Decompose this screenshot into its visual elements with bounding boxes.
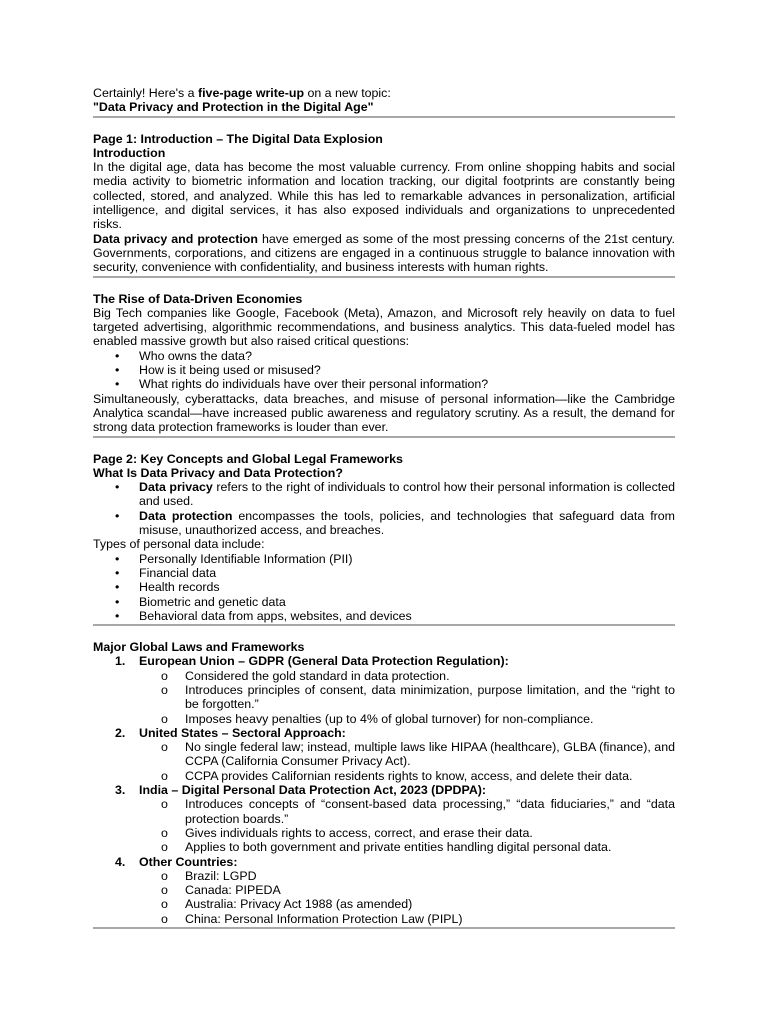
document-title: "Data Privacy and Protection in the Digital Age" <box>93 100 374 115</box>
law-point: o Imposes heavy penalties (up to 4% of global turnover) for non-compliance. <box>161 711 594 726</box>
law-point: o Brazil: LGPD <box>161 868 257 883</box>
circle-bullet-icon: o <box>161 668 168 683</box>
circle-bullet-icon: o <box>161 682 168 697</box>
bullet-icon: • <box>115 551 120 566</box>
law-point: o Considered the gold standard in data protection. <box>161 668 450 683</box>
circle-bullet-icon: o <box>161 883 168 898</box>
questions-list <box>93 349 675 392</box>
list-item: • Behavioral data from apps, websites, and devices <box>115 608 412 623</box>
list-item: • Health records <box>115 580 220 595</box>
bullet-icon: • <box>115 377 120 392</box>
circle-bullet-icon: o <box>161 897 168 912</box>
page1-paragraph-2: Data privacy and protection have emerged as some of the most pressing concerns of the 21st century. Governments, corporations, and citizens are engaged in a continuous struggle to balance innovation with security, convenience with confidentiality, and business interests with human rights. <box>93 231 675 275</box>
list-item: • Who owns the data? <box>115 348 252 363</box>
list-item: • Biometric and genetic data <box>115 594 286 609</box>
definitions-list <box>93 480 675 537</box>
circle-bullet-icon: o <box>161 711 168 726</box>
rise-heading: The Rise of Data-Driven Economies <box>93 291 303 306</box>
law-point: o China: Personal Information Protection Law (PIPL) <box>161 911 463 926</box>
law-title: 3. India – Digital Personal Data Protection Act, 2023 (DPDPA): <box>115 783 487 798</box>
law-point: o Introduces concepts of “consent-based data processing,” “data fiduciaries,” and “data protection boards.” <box>161 797 675 826</box>
bullet-icon: • <box>115 348 120 363</box>
list-item: • How is it being used or misused? <box>115 363 321 378</box>
divider <box>93 927 675 929</box>
laws-list <box>93 654 675 926</box>
list-item: • What rights do individuals have over their personal information? <box>115 377 489 392</box>
bullet-icon: • <box>115 608 120 623</box>
laws-heading: Major Global Laws and Frameworks <box>93 640 305 655</box>
page2-heading: Page 2: Key Concepts and Global Legal Frameworks <box>93 451 403 466</box>
list-item: • Financial data <box>115 565 217 580</box>
page1-subheading: Introduction <box>93 145 166 160</box>
rise-paragraph: Big Tech companies like Google, Facebook (Meta), Amazon, and Microsoft rely heavily on data to fuel targeted advertising, algorithmic recommendations, and business analytics. This data-fueled model has enabled massive growth but also raised critical questions: <box>93 305 675 349</box>
law-point: o Introduces principles of consent, data minimization, purpose limitation, and the “right to be forgotten.” <box>161 682 675 712</box>
circle-bullet-icon: o <box>161 868 168 883</box>
bullet-icon: • <box>115 580 120 595</box>
closing-paragraph: Simultaneously, cyberattacks, data breaches, and misuse of personal information—like the Cambridge Analytica scandal—have increased public awareness and regulatory scrutiny. As a result, the demand for strong data protection frameworks is louder than ever. <box>93 391 675 435</box>
law-point: o Canada: PIPEDA <box>161 883 281 898</box>
law-point: o Australia: Privacy Act 1988 (as amended) <box>161 897 413 912</box>
law-title: 4. Other Countries: <box>115 854 238 869</box>
law-title: 2. United States – Sectoral Approach: <box>115 725 346 740</box>
law-point: o Applies to both government and private entities handling digital personal data. <box>161 840 612 855</box>
circle-bullet-icon: o <box>161 911 168 926</box>
circle-bullet-icon: o <box>161 825 168 840</box>
law-point: o No single federal law; instead, multiple laws like HIPAA (healthcare), GLBA (finance), and CCPA (California Consumer Privacy Act). <box>161 740 675 769</box>
circle-bullet-icon: o <box>161 797 168 812</box>
law-point: o CCPA provides Californian residents rights to know, access, and delete their data. <box>161 768 633 783</box>
types-intro: Types of personal data include: <box>93 537 265 552</box>
page1-paragraph-1: In the digital age, data has become the most valuable currency. From online shopping habits and social media activity to biometric information and location tracking, our digital footprints are constantly being collected, stored, and analyzed. While this has led to remarkable advances in personalization, artificial intelligence, and digital services, it has also exposed individuals and organizations to unprecedented risks. <box>93 160 675 232</box>
types-list <box>93 552 675 623</box>
circle-bullet-icon: o <box>161 740 168 755</box>
law-title: 1. European Union – GDPR (General Data Protection Regulation): <box>115 654 509 669</box>
bullet-icon: • <box>115 363 120 378</box>
intro-line: Certainly! Here's a five-page write-up on a new topic: <box>93 86 391 100</box>
circle-bullet-icon: o <box>161 768 168 783</box>
bullet-icon: • <box>115 508 120 523</box>
list-item: • Personally Identifiable Information (PII) <box>115 551 353 566</box>
bullet-icon: • <box>115 480 120 495</box>
page1-heading: Page 1: Introduction – The Digital Data Explosion <box>93 131 383 146</box>
bullet-icon: • <box>115 565 120 580</box>
circle-bullet-icon: o <box>161 840 168 855</box>
law-point: o Gives individuals rights to access, correct, and erase their data. <box>161 825 533 840</box>
page2-subheading: What Is Data Privacy and Data Protection? <box>93 465 343 480</box>
list-item: • Data protection encompasses the tools, policies, and technologies that safeguard data from misuse, unauthorized access, and breaches. <box>115 508 676 538</box>
list-item: • Data privacy refers to the right of individuals to control how their personal information is collected and used. <box>115 480 675 509</box>
bullet-icon: • <box>115 594 120 609</box>
